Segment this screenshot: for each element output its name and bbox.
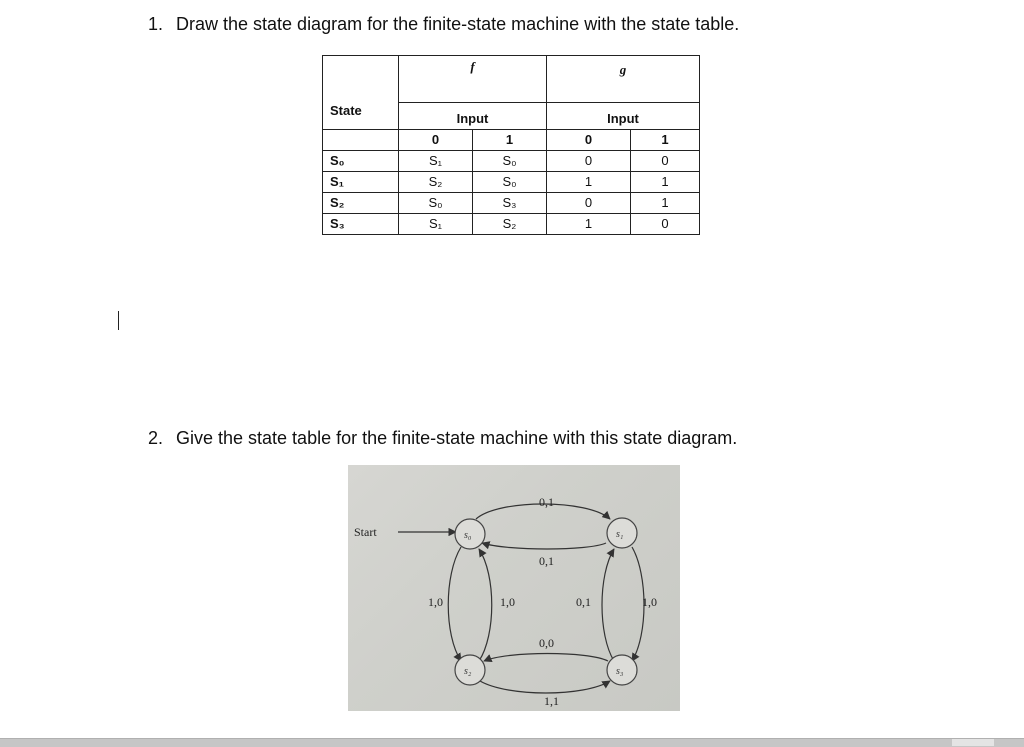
state-header: State bbox=[323, 56, 399, 130]
edge-s3-s2 bbox=[484, 654, 608, 662]
state-cell: S₂ bbox=[323, 193, 399, 214]
edge-label: 1,0 bbox=[642, 595, 657, 609]
g-cell: 0 bbox=[547, 193, 631, 214]
input-value: 1 bbox=[473, 130, 547, 151]
table-header-row bbox=[323, 56, 700, 103]
f-header: f bbox=[399, 56, 547, 103]
table-row bbox=[323, 151, 700, 172]
f-cell: S₃ bbox=[473, 193, 547, 214]
edge-label: 0,1 bbox=[539, 495, 554, 509]
f-cell: S₀ bbox=[473, 172, 547, 193]
edge-label: 0,1 bbox=[576, 595, 591, 609]
edge-label: 0,1 bbox=[539, 554, 554, 568]
input-value: 0 bbox=[547, 130, 631, 151]
node-s2-label: s₂ bbox=[464, 666, 472, 677]
input-value: 1 bbox=[631, 130, 700, 151]
f-input-label: Input bbox=[399, 103, 547, 130]
g-header: g bbox=[547, 56, 700, 103]
bottom-corner bbox=[952, 739, 994, 746]
table-row bbox=[323, 193, 700, 214]
table-row bbox=[323, 214, 700, 235]
edge-label: 1,0 bbox=[428, 595, 443, 609]
node-s1-label: s₁ bbox=[616, 529, 624, 540]
g-cell: 1 bbox=[547, 172, 631, 193]
g-cell: 0 bbox=[547, 151, 631, 172]
g-cell: 0 bbox=[631, 214, 700, 235]
f-cell: S₁ bbox=[399, 214, 473, 235]
node-s0-label: s₀ bbox=[464, 530, 472, 541]
edge-s2-s0 bbox=[479, 549, 492, 661]
state-cell: S₀ bbox=[323, 151, 399, 172]
edge-label: 1,1 bbox=[544, 694, 559, 708]
f-cell: S₀ bbox=[473, 151, 547, 172]
g-cell: 0 bbox=[631, 151, 700, 172]
edge-label: 0,0 bbox=[539, 636, 554, 650]
edge-s2-s3 bbox=[480, 681, 610, 693]
edge-s1-s0 bbox=[482, 543, 606, 549]
empty-cell bbox=[323, 130, 399, 151]
g-cell: 1 bbox=[547, 214, 631, 235]
question-2 bbox=[148, 428, 737, 449]
question-1 bbox=[148, 14, 739, 35]
f-cell: S₂ bbox=[399, 172, 473, 193]
node-s3-label: s₃ bbox=[616, 666, 624, 677]
state-diagram bbox=[348, 465, 680, 711]
state-table bbox=[322, 55, 700, 235]
f-cell: S₀ bbox=[399, 193, 473, 214]
table-row bbox=[323, 172, 700, 193]
g-cell: 1 bbox=[631, 172, 700, 193]
state-diagram-image bbox=[348, 465, 680, 711]
start-label: Start bbox=[354, 525, 377, 539]
question-2-number: 2. bbox=[148, 428, 164, 448]
state-cell: S₃ bbox=[323, 214, 399, 235]
question-1-number: 1. bbox=[148, 14, 164, 34]
f-cell: S₂ bbox=[473, 214, 547, 235]
g-cell: 1 bbox=[631, 193, 700, 214]
g-input-label: Input bbox=[547, 103, 700, 130]
edge-s0-s2 bbox=[448, 547, 461, 661]
input-value: 0 bbox=[399, 130, 473, 151]
edge-s3-s1 bbox=[602, 549, 614, 661]
table-input-values-row bbox=[323, 130, 700, 151]
text-cursor bbox=[118, 311, 119, 330]
question-1-text: Draw the state diagram for the finite-state machine with the state table. bbox=[176, 14, 740, 34]
state-cell: S₁ bbox=[323, 172, 399, 193]
edge-label: 1,0 bbox=[500, 595, 515, 609]
f-cell: S₁ bbox=[399, 151, 473, 172]
question-2-text: Give the state table for the finite-state machine with this state diagram. bbox=[176, 428, 738, 448]
